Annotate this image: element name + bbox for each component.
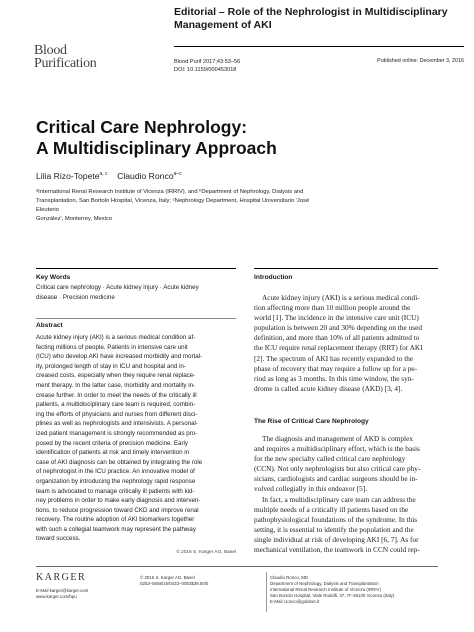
body-line: mechanical ventilation, the teamwork in CCN could rep- — [254, 545, 420, 555]
abstract-line: plines as well as nephrologists and intensivists. A personal- — [36, 420, 198, 428]
abstract-line: ment therapy. In the latter case, morbidity and mortality in- — [36, 381, 196, 389]
body-line: The diagnosis and management of AKD is complex — [262, 434, 413, 443]
footer-line: Department of Nephrology, Dialysis and Transplantation — [270, 581, 379, 586]
title-line: A Multidisciplinary Approach — [36, 138, 277, 158]
affiliation-line: ᵃInternational Renal Research Institute of Vicenza (IRRIV), and ᵇDepartment of Nephrology, Dialysis and — [36, 189, 304, 195]
abstract-line: toward success. — [36, 535, 81, 543]
body-line: drome is called acute kidney disease (AKD) [3, 4]. — [254, 383, 403, 393]
abstract-line: organization by introducing the nephrology rapid response — [36, 477, 196, 485]
corresponding-author — [270, 575, 460, 605]
citation: Blood Purif 2017;43:53–56 — [174, 59, 241, 65]
footer-line: Claudio Ronco, MD — [270, 575, 309, 580]
body-line: single individual at risk of developing AKI [6, 7]. As for — [254, 534, 419, 544]
author-name: Lilia Rizo-Topete — [36, 171, 100, 181]
footer-email[interactable]: E-Mail karger@karger.com — [36, 588, 89, 593]
body-line: population is between 20 and 30% depending on the used — [254, 323, 422, 333]
affiliation-line: González', Monterrey, Mexico — [36, 216, 113, 222]
keywords-line: disease · Precision medicine — [36, 293, 115, 301]
body-line: for the new specialty called critical care nephrology — [254, 454, 406, 464]
abstract-line: ized patient management is strongly recommended as pro- — [36, 429, 198, 437]
introduction-heading: Introduction — [254, 274, 293, 281]
body-line: volved collegially in this endeavor [5]. — [254, 484, 368, 494]
abstract-copyright: © 2016 S. Karger AG, Basel — [176, 550, 236, 555]
footer-line: 0253–5068/16/0433–0053$39.50/0 — [140, 581, 209, 586]
footer-email[interactable]: E-Mail cronco@goldnet.it — [270, 599, 320, 604]
logo-line: Blood — [34, 43, 67, 58]
footer-line: San Bortolo Hospital, Viale Rodolfi, 37, IT–36100 Vicenza (Italy) — [270, 593, 395, 598]
abstract-line: ney problems in order to make early diagnosis and interven- — [36, 497, 201, 505]
author-name: Claudio Ronco — [117, 171, 174, 181]
section-heading: The Rise of Critical Care Nephrology — [254, 418, 369, 425]
body-line: sicians, cardiologists and cardiac surgeons should be in- — [254, 474, 418, 484]
logo-line: Purification — [34, 56, 97, 71]
published-online: Published online: December 3, 2016 — [377, 58, 464, 64]
body-line: Acute kidney injury (AKI) is a serious medical condi- — [262, 293, 420, 302]
body-line: (CCN). Not only nephrologists but also critical care phy- — [254, 464, 421, 474]
body-line: multiple needs of a critically ill patients based on the — [254, 504, 409, 514]
footer-vertical-divider — [266, 572, 267, 612]
section-body — [254, 434, 438, 555]
abstract-line: identification of patients at risk and timely intervention in — [36, 449, 190, 457]
abstract-body — [36, 333, 236, 544]
header-title-line: Management of AKI — [174, 19, 272, 31]
abstract-line: with such a collegial teamwork may represent the pathway — [36, 525, 196, 533]
header-divider — [174, 46, 464, 47]
abstract-line: team is advocated to manage critically ill patients with kid- — [36, 487, 195, 495]
body-line: tion affecting more than 10 million people around the — [254, 303, 411, 313]
abstract-line: of nephrologist in the ICU practice. An innovative model of — [36, 468, 195, 476]
body-line: [2]. The spectrum of AKI has recently expanded to the — [254, 353, 414, 363]
abstract-line: patients, a multidisciplinary care team is required, combin- — [36, 401, 196, 409]
affiliations — [36, 188, 316, 224]
article-title — [36, 117, 277, 159]
body-line: setting, it is essential to identify the population and the — [254, 524, 414, 534]
body-line: In fact, a multidisciplinary care team can address the — [262, 494, 416, 504]
journal-citation — [174, 58, 240, 74]
abstract-divider — [36, 318, 236, 319]
affiliation-line: Transplantation, San Bortolo Hospital, Vicenza, Italy; ᶜNephrology Department, Hospital Universitario 'José Eleuterio — [36, 198, 310, 213]
author-affiliation-marker: a, c — [99, 171, 108, 178]
footer-line: International Renal Research Institute of Vicenza (IRRIV) — [270, 587, 381, 592]
introduction-body — [254, 293, 438, 394]
publisher-logo: KARGER — [36, 572, 87, 583]
footer-website[interactable]: www.karger.com/bpu — [36, 594, 77, 599]
keywords-line: Critical care nephrology · Acute kidney injury · Acute kidney — [36, 284, 199, 291]
keywords-block — [36, 274, 236, 302]
abstract-line: creased costs, especially when they require renal replace- — [36, 372, 196, 380]
journal-logo — [34, 43, 97, 71]
footer-contact — [36, 588, 88, 600]
abstract-line: tions, to reduce progression toward CKD and improve renal — [36, 506, 199, 514]
abstract-line: case of AKI diagnosis can be obtained by integrating the role — [36, 458, 203, 466]
header-title — [174, 6, 464, 32]
abstract-line: Acute kidney injury (AKI) is a serious medical condition af- — [36, 334, 196, 341]
keywords-heading: Key Words — [36, 274, 71, 281]
abstract-heading: Abstract — [36, 322, 63, 329]
footer-line: © 2016 S. Karger AG, Basel — [140, 575, 195, 580]
abstract-line: fecting millions of people. Patients in intensive care unit — [36, 343, 188, 351]
doi-link[interactable]: DOI: 10.1159/000453018 — [174, 67, 237, 73]
author-list — [36, 171, 182, 181]
left-column-divider — [36, 268, 236, 269]
footer-copyright — [140, 575, 208, 587]
abstract-line: ing the efforts of physicians and nurses from different disci- — [36, 410, 198, 418]
abstract-line: crease further. In order to meet the needs of the critically ill — [36, 391, 197, 399]
body-line: world [1]. The incidence in the intensive care unit (ICU) — [254, 313, 419, 323]
footer-divider — [36, 566, 438, 567]
body-line: and requires a multidisciplinary effort, which is the basis — [254, 444, 420, 454]
abstract-line: (ICU) who develop AKI have increased morbidity and mortal- — [36, 353, 203, 361]
body-line: definition, and more than 10% of all patients admitted to — [254, 333, 420, 343]
author-affiliation-marker: a–c — [173, 171, 182, 178]
abstract-line: ity, prolonged length of stay in ICU and hospital and in- — [36, 362, 186, 370]
header-title-line: Editorial – Role of the Nephrologist in Multidisciplinary — [174, 6, 448, 18]
abstract-line: posed by the recent criteria of precision medicine. Early — [36, 439, 189, 447]
body-line: the ICU require renal replacement therapy (RRT) for AKI — [254, 343, 423, 353]
title-line: Critical Care Nephrology: — [36, 117, 248, 137]
body-line: phase of recovery that may require a follow up for a pe- — [254, 363, 418, 373]
right-column-divider — [254, 268, 438, 269]
body-line: riod as long as 3 months. In this time window, the syn- — [254, 373, 414, 383]
abstract-line: recovery. The routine adoption of AKI biomarkers together — [36, 516, 195, 524]
body-line: pathophysiological foundations of the syndrome. In this — [254, 514, 418, 524]
